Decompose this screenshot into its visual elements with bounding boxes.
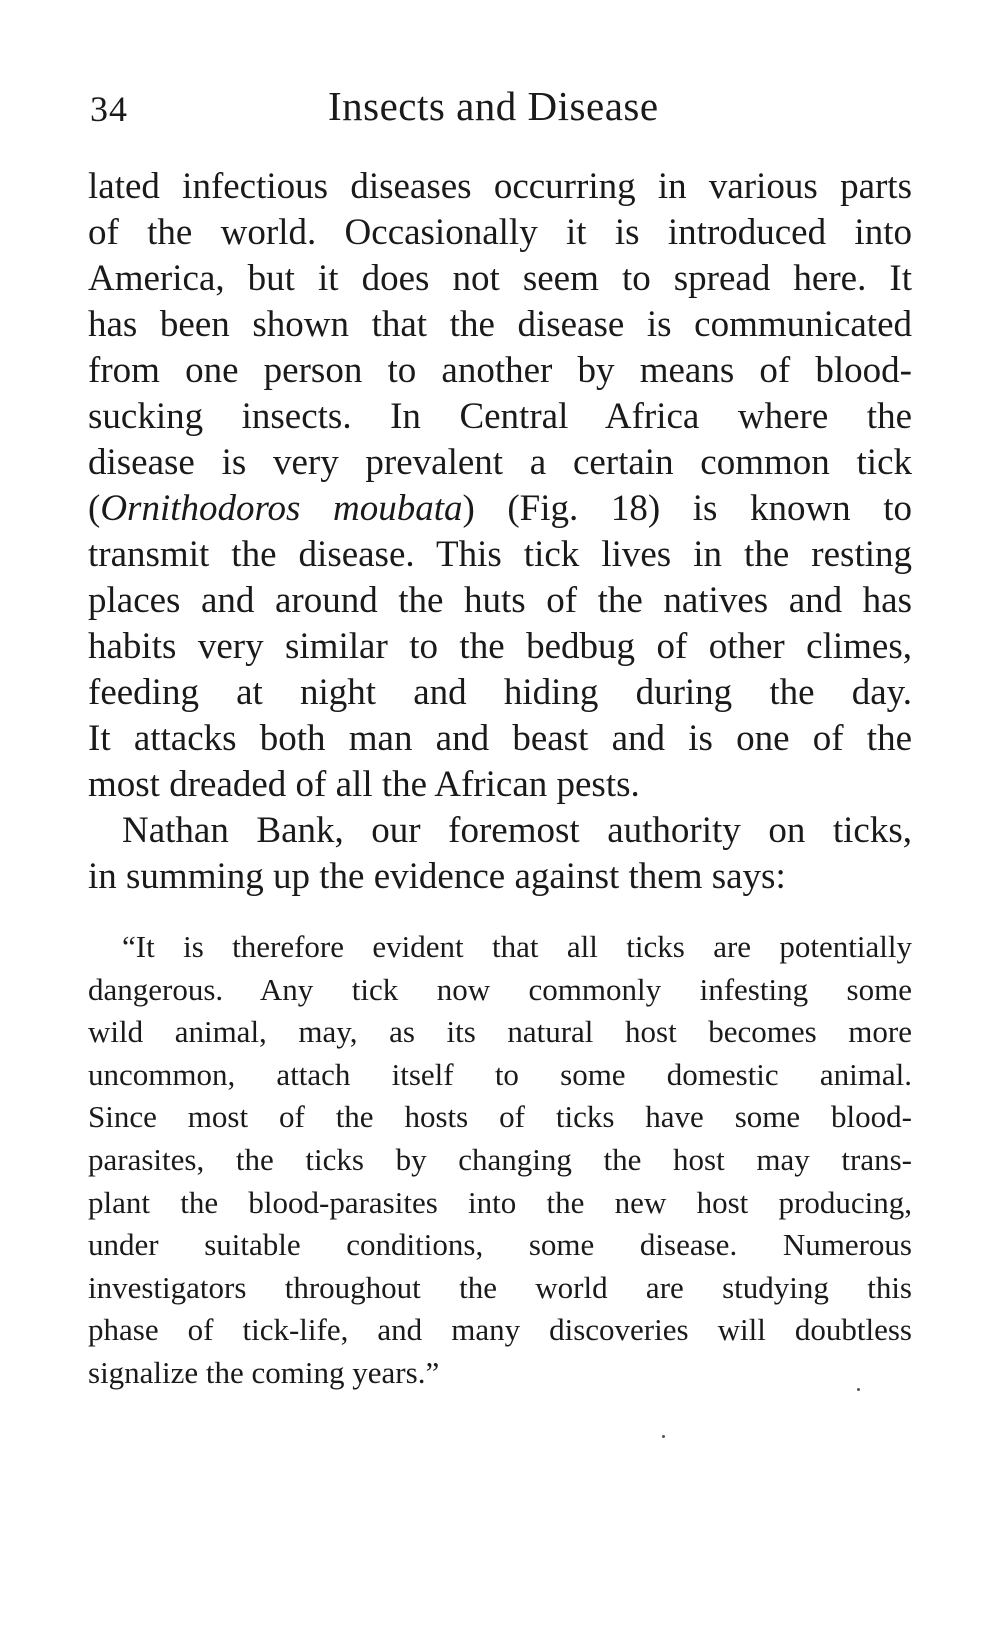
quote-line: plant the blood-parasites into the new host producing, (88, 1184, 912, 1220)
text-line: America, but it does not seem to spread here. It (88, 258, 912, 299)
text-line: disease is very prevalent a certain common tick (88, 442, 912, 483)
print-speck (662, 1435, 665, 1438)
text-line: has been shown that the disease is communicated (88, 304, 912, 345)
quote-line: “It is therefore evident that all ticks are potentially (122, 929, 912, 964)
text-line: most dreaded of all the African pests. (88, 764, 640, 805)
quote-line: phase of tick-life, and many discoveries will doubtless (88, 1312, 912, 1348)
text-line: It attacks both man and beast and is one of the (88, 718, 912, 759)
text-line: lated infectious diseases occurring in various parts (88, 166, 912, 207)
print-speck (857, 1388, 860, 1391)
quote-line: investigators throughout the world are studying this (88, 1269, 912, 1305)
page-number: 34 (90, 89, 128, 129)
quote-line: uncommon, attach itself to some domestic animal. (88, 1056, 912, 1092)
text-line: in summing up the evidence against them says: (88, 856, 786, 897)
paragraph-1 (88, 164, 912, 808)
text-fragment: ( (88, 488, 101, 529)
text-line: places and around the huts of the natives and has (88, 580, 912, 621)
text-line: feeding at night and hiding during the day. (88, 672, 912, 713)
quote-line: Since most of the hosts of ticks have some blood- (88, 1099, 912, 1135)
text-line: sucking insects. In Central Africa where the (88, 396, 912, 437)
text-line: Nathan Bank, our foremost authority on ticks, (122, 810, 912, 851)
text-line: of the world. Occasionally it is introduced into (88, 212, 912, 253)
text-fragment: ) (Fig. 18) is known to (462, 488, 912, 529)
text-line: from one person to another by means of blood- (88, 350, 912, 391)
quote-line: dangerous. Any tick now commonly infesting some (88, 971, 912, 1007)
quote-line: wild animal, may, as its natural host becomes more (88, 1014, 912, 1050)
page-header (90, 82, 910, 134)
block-quotation (88, 926, 912, 1395)
quote-line: parasites, the ticks by changing the host may trans- (88, 1141, 912, 1177)
text-line: habits very similar to the bedbug of other climes, (88, 626, 912, 667)
paragraph-2 (88, 808, 912, 900)
quote-line: signalize the coming years.” (88, 1354, 440, 1390)
text-line: transmit the disease. This tick lives in the resting (88, 534, 912, 575)
species-name: Ornithodoros moubata (100, 488, 463, 529)
text-line-with-species-name (88, 486, 912, 532)
body-text (88, 164, 912, 900)
quote-line: under suitable conditions, some disease. Numerous (88, 1227, 912, 1263)
running-title: Insects and Disease (328, 83, 659, 129)
